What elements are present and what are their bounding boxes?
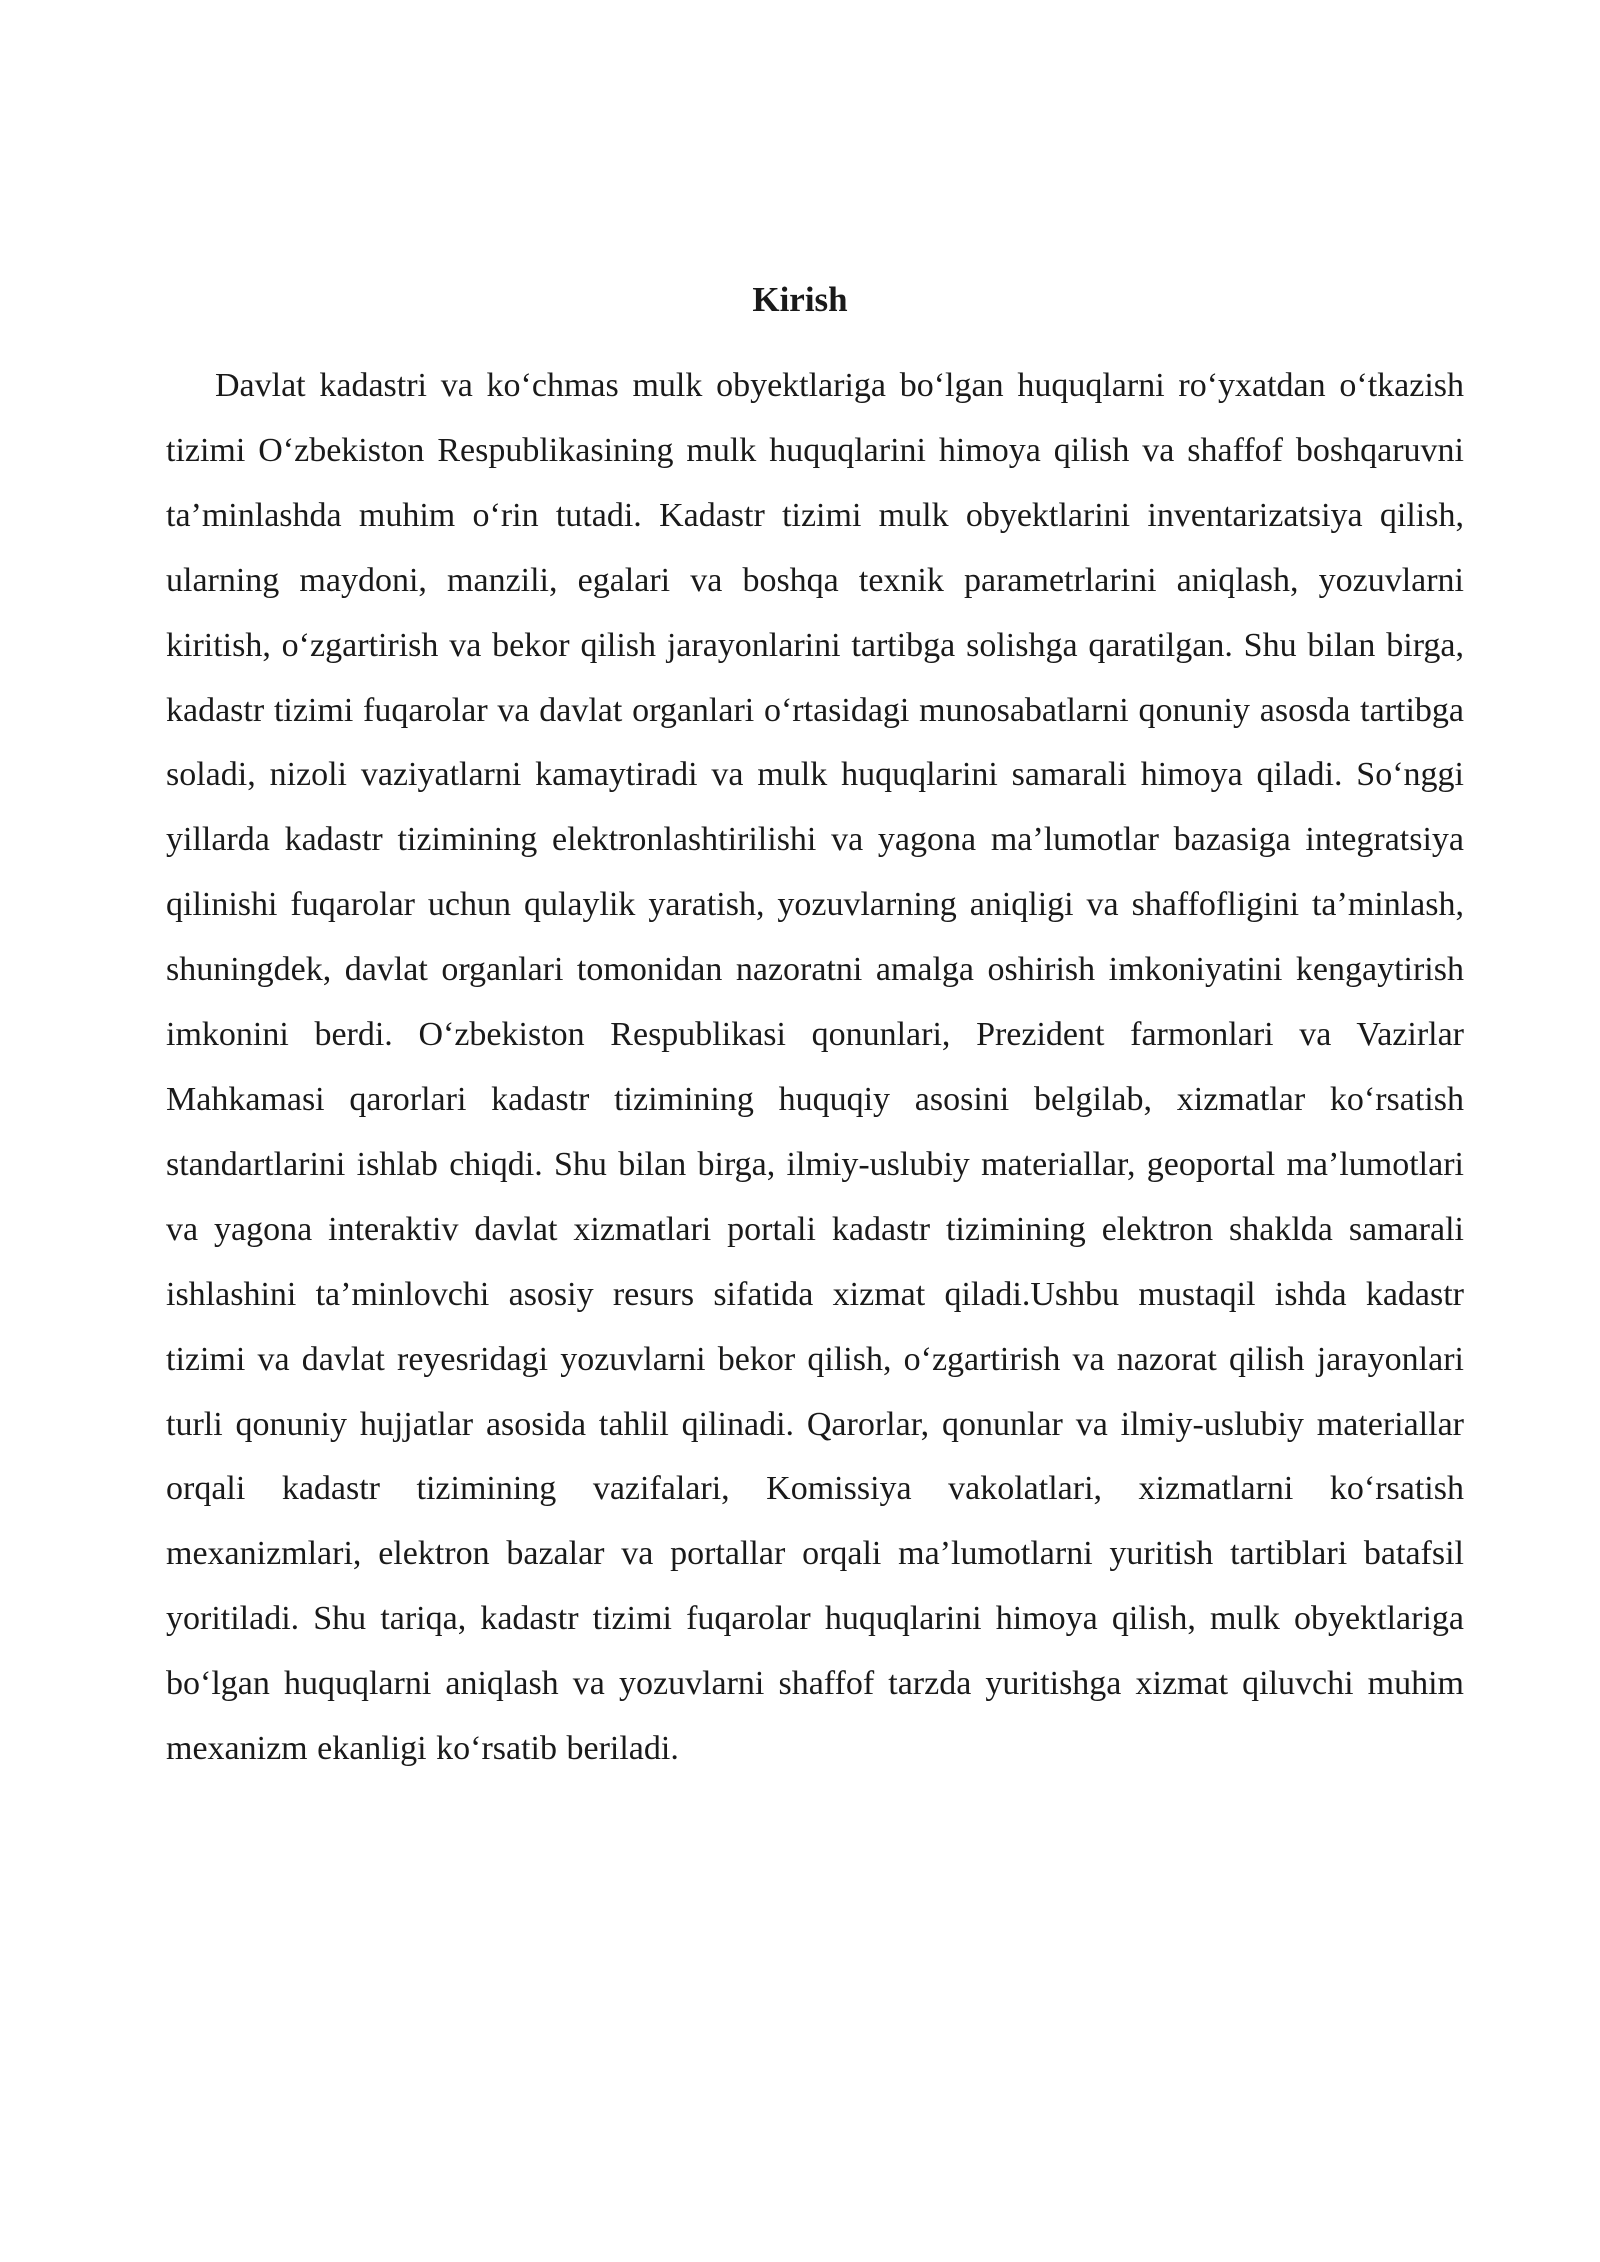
page-title: Kirish <box>752 280 848 319</box>
body-paragraph: Davlat kadastri va ko‘chmas mulk obyektlariga bo‘lgan huquqlarni ro‘yxatdan o‘tkazish tizimi O‘zbekiston Respublikasining mulk huquqlarini himoya qilish va shaffof boshqaruvni ta’minlashda muhim o‘rin tutadi. Kadastr tizimi mulk obyektlarini inventarizatsiya qilish, ularning maydoni, manzili, egalari va boshqa texnik parametrlarini aniqlash, yozuvlarni kiritish, o‘zgartirish va bekor qilish jarayonlarini tartibga solishga qaratilgan. Shu bilan birga, kadastr tizimi fuqarolar va davlat organlari o‘rtasidagi munosabatlarni qonuniy asosda tartibga soladi, nizoli vaziyatlarni kamaytiradi va mulk huquqlarini samarali himoya qiladi. So‘nggi yillarda kadastr tizimining elektronlashtirilishi va yagona ma’lumotlar bazasiga integratsiya qilinishi fuqarolar uchun qulaylik yaratish, yozuvlarning aniqligi va shaffofligini ta’minlash, shuningdek, davlat organlari tomonidan nazoratni amalga oshirish imkoniyatini kengaytirish imkonini berdi. O‘zbekiston Respublikasi qonunlari, Prezident farmonlari va Vazirlar Mahkamasi qarorlari kadastr tizimining huquqiy asosini belgilab, xizmatlar ko‘rsatish standartlarini ishlab chiqdi. Shu bilan birga, ilmiy-uslubiy materiallar, geoportal ma’lumotlari va yagona interaktiv davlat xizmatlari portali kadastr tizimining elektron shaklda samarali ishlashini ta’minlovchi asosiy resurs sifatida xizmat qiladi.Ushbu mustaqil ishda kadastr tizimi va davlat reyesridagi yozuvlarni bekor qilish, o‘zgartirish va nazorat qilish jarayonlari turli qonuniy hujjatlar asosida tahlil qilinadi. Qarorlar, qonunlar va ilmiy-uslubiy materiallar orqali kadastr tizimining vazifalari, Komissiya vakolatlari, xizmatlarni ko‘rsatish mexanizmlari, elektron bazalar va portallar orqali ma’lumotlarni yuritish tartiblari batafsil yoritiladi. Shu tariqa, kadastr tizimi fuqarolar huquqlarini himoya qilish, mulk obyektlariga bo‘lgan huquqlarni aniqlash va yozuvlarni shaffof tarzda yuritishga xizmat qiluvchi muhim mexanizm ekanligi ko‘rsatib beriladi. <box>166 367 1464 1768</box>
